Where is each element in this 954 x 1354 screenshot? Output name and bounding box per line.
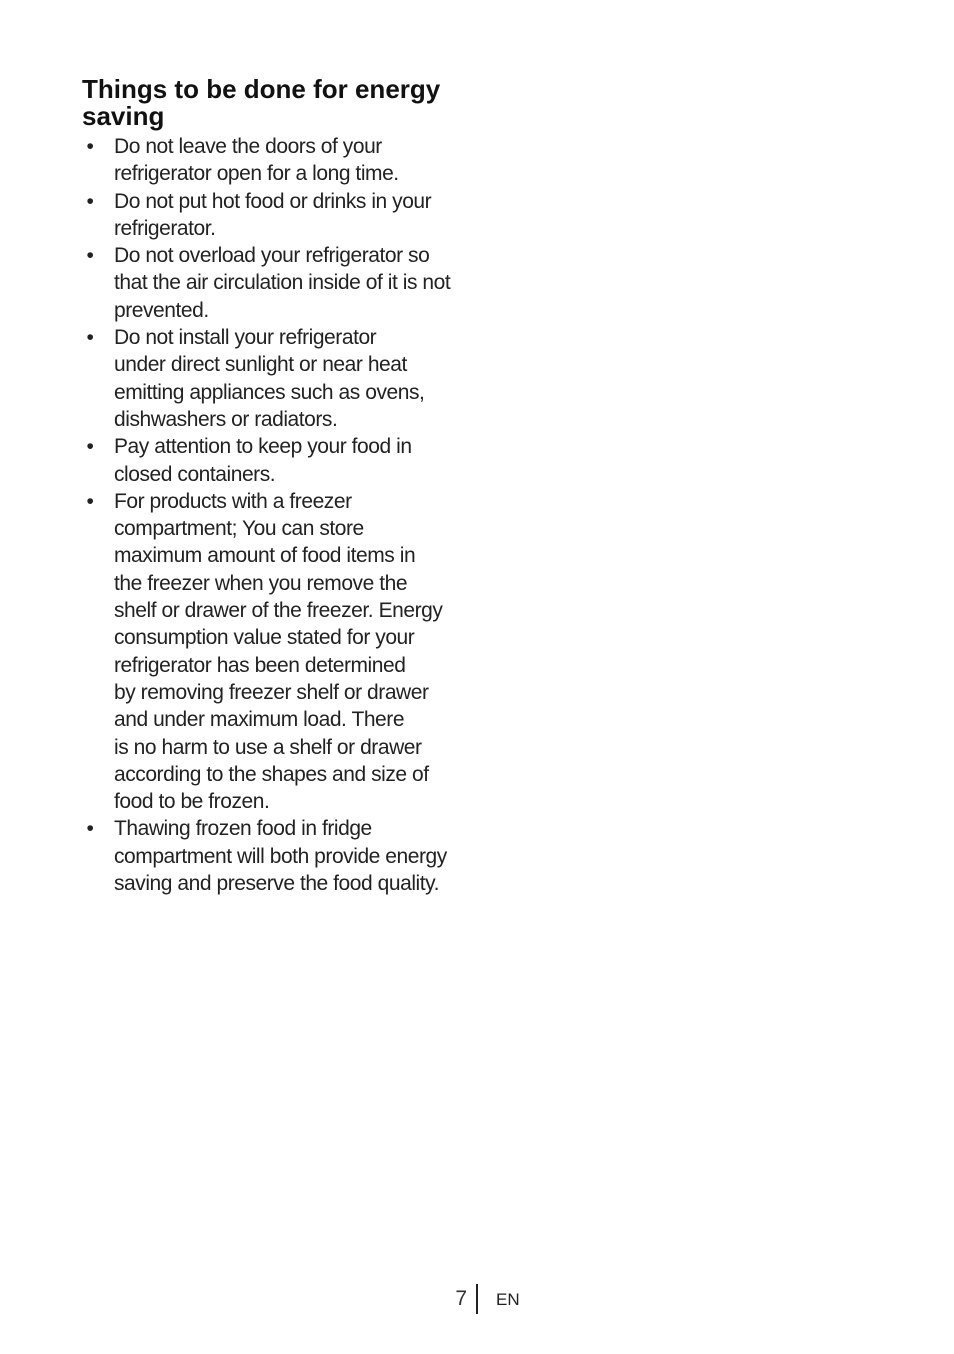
list-item-text-line: Thawing frozen food in fridge bbox=[114, 817, 372, 841]
bullet-icon: • bbox=[86, 135, 94, 158]
list-item bbox=[82, 324, 472, 433]
list-item-text-line: For products with a freezer bbox=[114, 489, 352, 513]
list-item-text-line: and under maximum load. There bbox=[114, 708, 405, 732]
list-item-text-line: food to be frozen. bbox=[114, 790, 270, 814]
list-item-text-line: by removing freezer shelf or drawer bbox=[114, 680, 429, 704]
list-item-text-line: Do not install your refrigerator bbox=[114, 326, 377, 350]
list-item-text-line: refrigerator. bbox=[114, 216, 216, 240]
list-item bbox=[82, 133, 472, 188]
list-item-text-line: under direct sunlight or near heat bbox=[114, 353, 407, 377]
bullet-icon: • bbox=[86, 189, 94, 213]
content-column bbox=[82, 76, 472, 897]
list-item-text-line: that the air circulation inside of it is not bbox=[114, 271, 451, 295]
list-item-text-line: according to the shapes and size of bbox=[114, 762, 429, 786]
list-item-text-line: shelf or drawer of the freezer. Energy bbox=[114, 599, 443, 623]
section-title bbox=[82, 76, 472, 130]
bullet-icon: • bbox=[86, 435, 94, 459]
list-item bbox=[82, 815, 472, 897]
list-item-text-line: consumption value stated for your bbox=[114, 626, 415, 650]
list-item-text-line: Do not leave the doors of your bbox=[114, 135, 382, 158]
list-item-text-line: emitting appliances such as ovens, bbox=[114, 380, 425, 404]
page-number: 7 bbox=[455, 1287, 467, 1310]
list-item-text-line: refrigerator has been determined bbox=[114, 653, 406, 677]
list-item bbox=[82, 242, 472, 324]
list-item-text-line: saving and preserve the food quality. bbox=[114, 872, 440, 896]
list-item-text-line: maximum amount of food items in bbox=[114, 544, 416, 568]
bullet-icon: • bbox=[86, 489, 94, 513]
footer-divider bbox=[476, 1284, 478, 1314]
list-item bbox=[82, 488, 472, 816]
energy-saving-list bbox=[82, 133, 472, 897]
list-item-text-line: compartment; You can store bbox=[114, 517, 364, 541]
list-item bbox=[82, 188, 472, 243]
language-code: EN bbox=[496, 1290, 520, 1309]
list-item-text-line: Pay attention to keep your food in bbox=[114, 435, 412, 459]
list-item bbox=[82, 433, 472, 488]
list-item-text-line: compartment will both provide energy bbox=[114, 844, 447, 868]
page-footer bbox=[0, 1284, 954, 1316]
list-item-text-line: prevented. bbox=[114, 298, 209, 322]
list-item-text-line: dishwashers or radiators. bbox=[114, 407, 338, 431]
list-item-text-line: Do not overload your refrigerator so bbox=[114, 244, 430, 268]
bullet-icon: • bbox=[86, 817, 94, 841]
list-item-text-line: Do not put hot food or drinks in your bbox=[114, 189, 432, 213]
bullet-icon: • bbox=[86, 244, 94, 268]
list-item-text-line: closed containers. bbox=[114, 462, 276, 486]
list-item-text-line: is no harm to use a shelf or drawer bbox=[114, 735, 422, 759]
list-item-text-line: the freezer when you remove the bbox=[114, 571, 408, 595]
bullet-icon: • bbox=[86, 326, 94, 350]
section-title-line-2: saving bbox=[82, 101, 165, 131]
section-title-line-1: Things to be done for energy bbox=[82, 74, 441, 104]
list-item-text-line: refrigerator open for a long time. bbox=[114, 162, 399, 186]
